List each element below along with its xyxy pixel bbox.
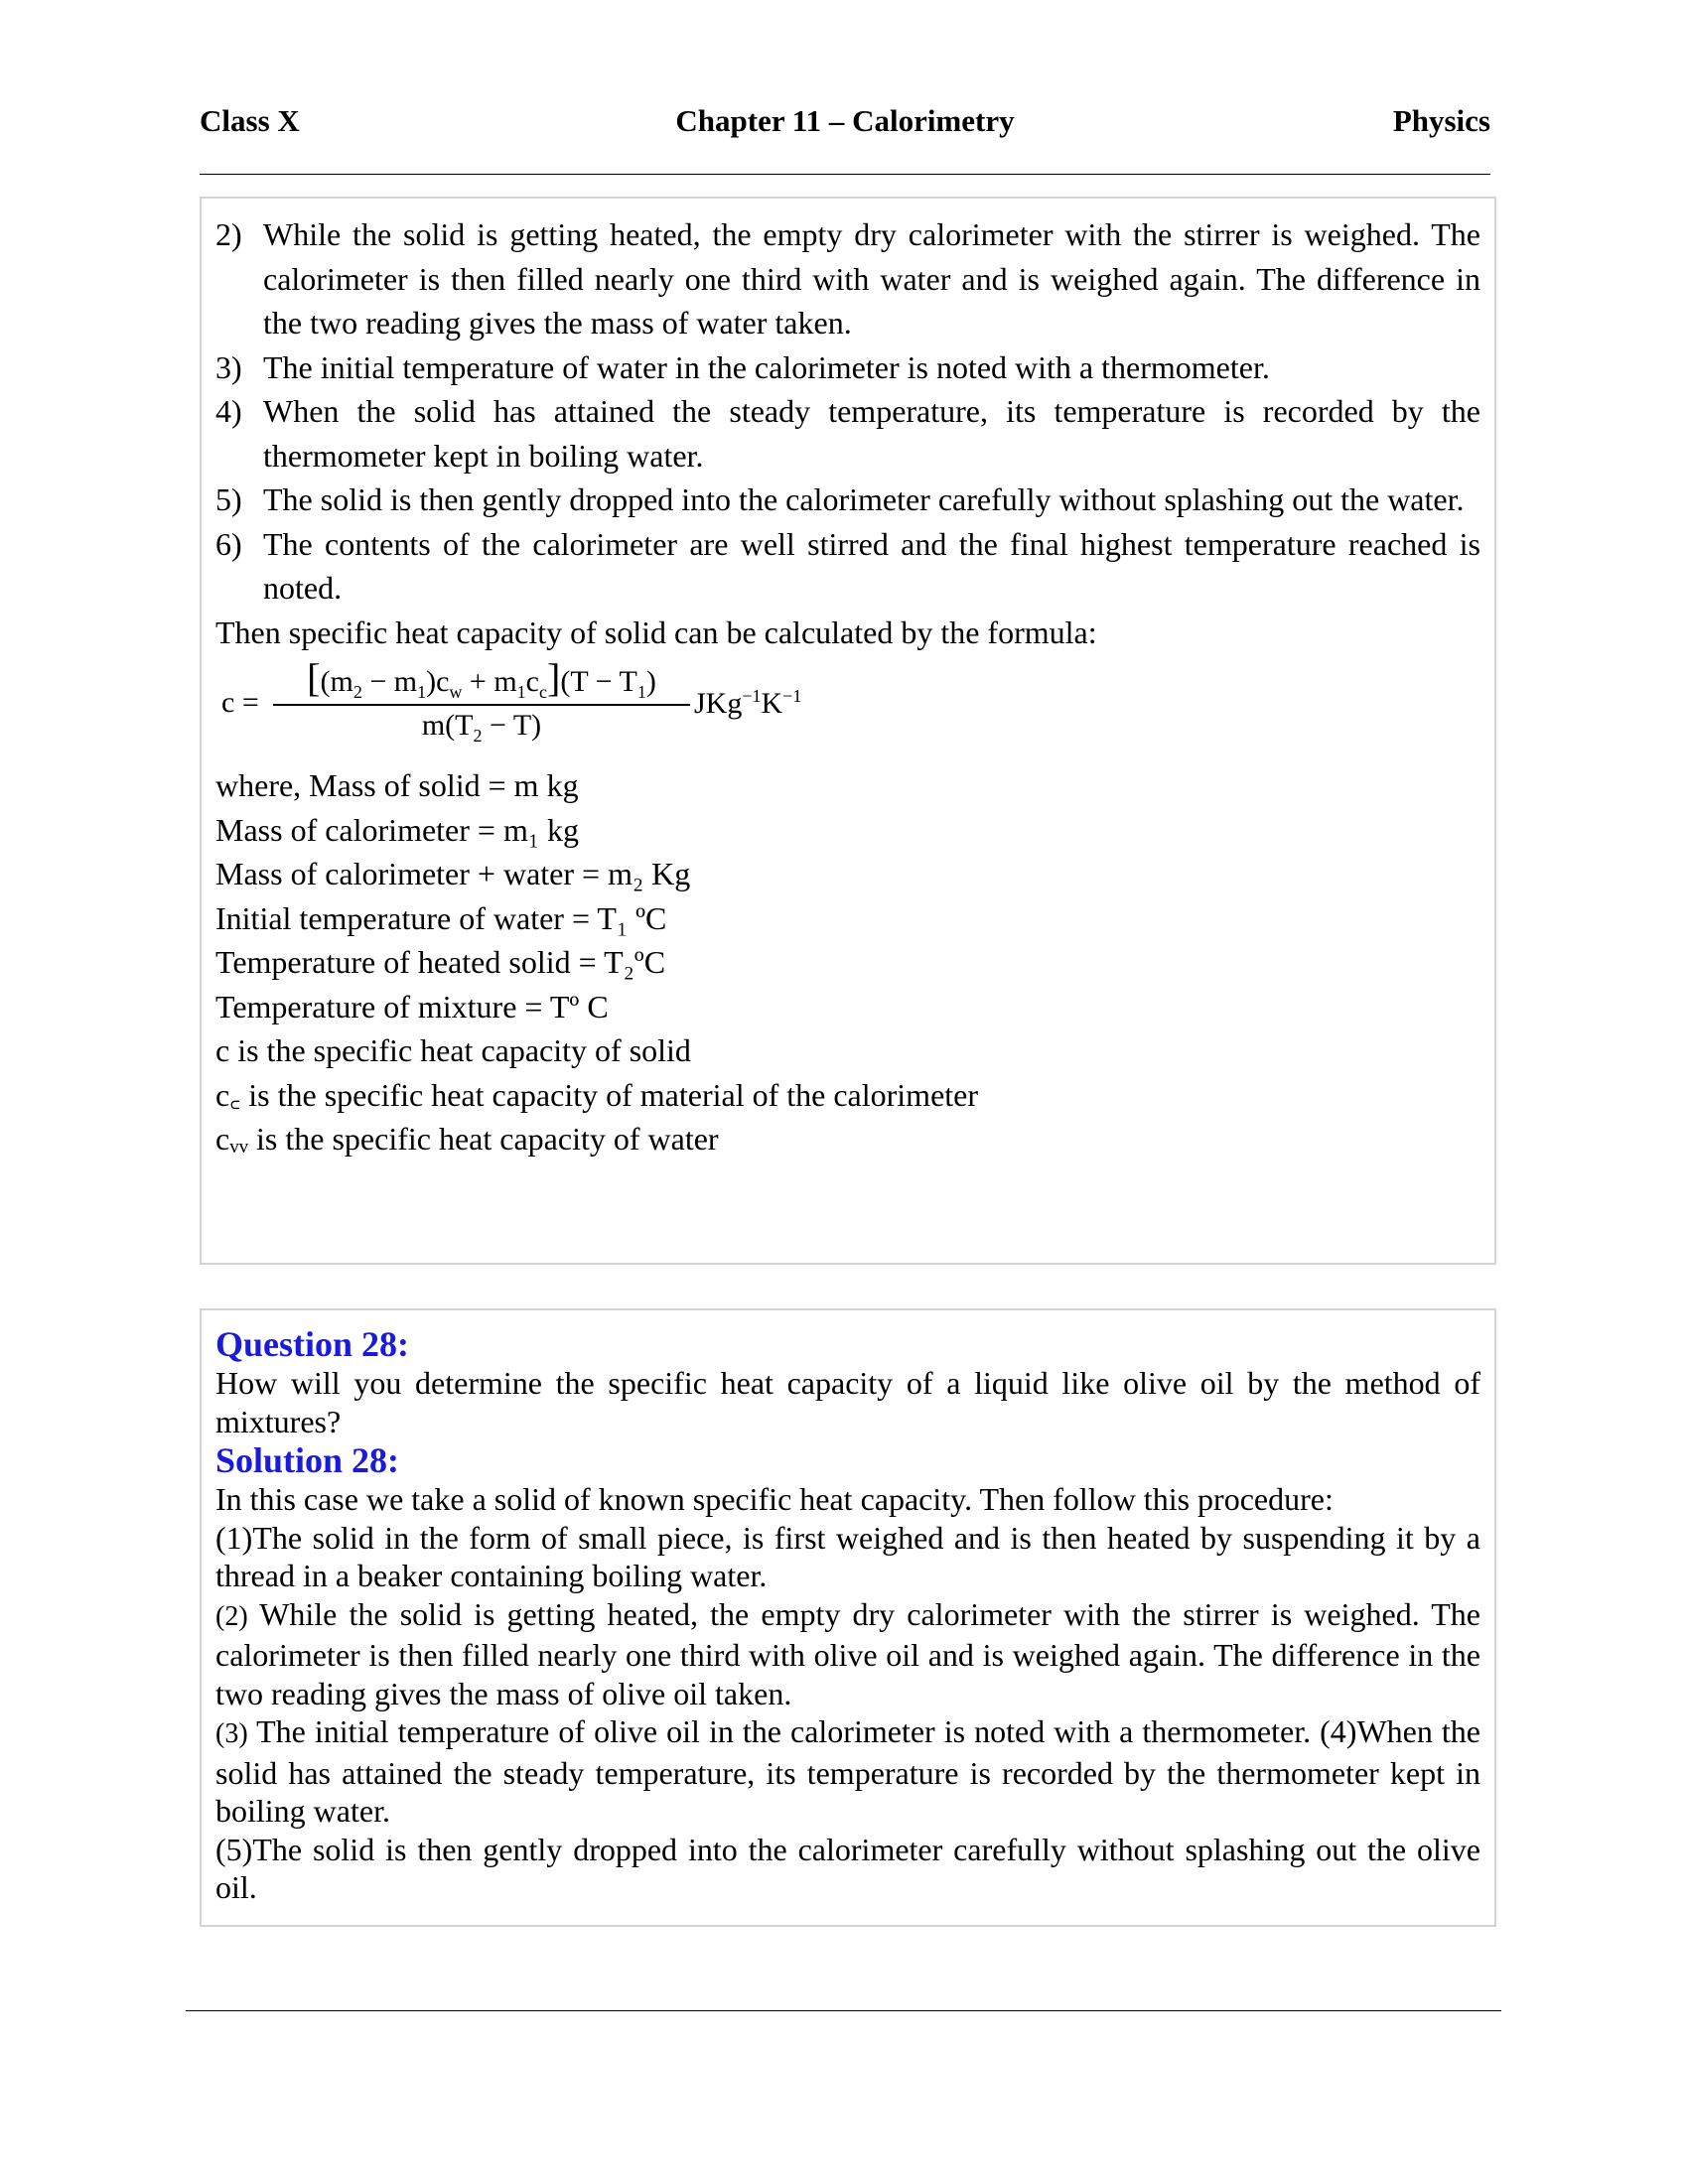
step-number: 4) xyxy=(215,393,242,429)
definition-line: Mass of calorimeter + water = m₂ Kg xyxy=(215,856,691,891)
solution-label: Solution 28: xyxy=(215,1440,400,1480)
page-header xyxy=(200,95,1490,145)
header-class: Class X xyxy=(200,103,300,138)
question-text: How will you determine the specific heat capacity of a liquid like olive oil by the method of mixtures? xyxy=(215,1365,1480,1439)
definition-line: c is the specific heat capacity of solid xyxy=(215,1032,691,1068)
formula-denominator: $m(T_2 - T)$ xyxy=(421,709,542,746)
step-item xyxy=(215,389,1480,478)
fraction-bar xyxy=(273,704,690,706)
formula-intro: Then specific heat capacity of solid can be calculated by the formula: xyxy=(215,614,1097,650)
specific-heat-formula xyxy=(215,654,1480,763)
step-text: The contents of the calorimeter are well stirred and the final highest temperature reached is noted. xyxy=(263,525,1480,606)
step-item xyxy=(215,478,1480,522)
solution-paragraph: (3) The initial temperature of olive oil in the calorimeter is noted with a thermometer. (4)When the solid has attained the steady temperature, its temperature is recorded by the thermometer kept in boiling water. xyxy=(215,1713,1480,1829)
question-label: Question 28: xyxy=(215,1324,410,1364)
step-text: The solid is then gently dropped into the calorimeter carefully without splashing out the water. xyxy=(263,481,1465,517)
step-number: 2) xyxy=(215,216,242,252)
definition-line: Temperature of mixture = Tº C xyxy=(215,988,609,1024)
solution-paragraph: (2) While the solid is getting heated, the empty dry calorimeter with the stirrer is weighed. The calorimeter is then filled nearly one third with olive oil and is weighed again. The difference in the two reading gives the mass of olive oil taken. xyxy=(215,1595,1480,1711)
definition-line: cᵥᵥ is the specific heat capacity of water xyxy=(215,1121,719,1157)
step-item xyxy=(215,345,1480,390)
definition-line: where, Mass of solid = m kg xyxy=(215,767,579,803)
step-number: 3) xyxy=(215,348,242,385)
footer-rule xyxy=(186,2010,1501,2011)
step-item xyxy=(215,522,1480,611)
header-rule xyxy=(200,174,1490,175)
question-box xyxy=(200,1308,1496,1927)
step-item xyxy=(215,212,1480,345)
formula-lhs: c = xyxy=(221,686,259,719)
header-subject: Physics xyxy=(1392,103,1490,138)
procedure-steps xyxy=(215,212,1480,611)
step-text: While the solid is getting heated, the empty dry calorimeter with the stirrer is weighed. The calorimeter is then filled nearly one third with water and is weighed again. The difference in the two reading gives the mass of water taken. xyxy=(263,216,1480,341)
formula-unit: $JKg^{-1}K^{-1}$ xyxy=(694,686,802,720)
solution-paragraph: (5)The solid is then gently dropped into the calorimeter carefully without splashing out the olive oil. xyxy=(215,1831,1480,1905)
definition-line: Temperature of heated solid = T₂ºC xyxy=(215,944,666,980)
step-text: The initial temperature of water in the calorimeter is noted with a thermometer. xyxy=(263,348,1270,385)
formula-numerator: $[(m_2 - m_1)c_w + m_1c_c](T - T_1)$ xyxy=(307,655,656,702)
solution-paragraph: In this case we take a solid of known specific heat capacity. Then follow this procedure: xyxy=(215,1481,1334,1517)
solution-paragraph: (1)The solid in the form of small piece, is first weighed and is then heated by suspending it by a thread in a beaker containing boiling water. xyxy=(215,1519,1480,1593)
step-number: 5) xyxy=(215,481,242,517)
step-number: 6) xyxy=(215,525,242,562)
procedure-box xyxy=(200,197,1496,1265)
definition-line: c꜀ is the specific heat capacity of material of the calorimeter xyxy=(215,1076,979,1113)
definition-line: Mass of calorimeter = m₁ kg xyxy=(215,811,579,848)
step-text: When the solid has attained the steady temperature, its temperature is recorded by the thermometer kept in boiling water. xyxy=(263,393,1480,474)
header-chapter: Chapter 11 – Calorimetry xyxy=(675,103,1015,138)
definition-line: Initial temperature of water = T₁ ºC xyxy=(215,899,667,936)
